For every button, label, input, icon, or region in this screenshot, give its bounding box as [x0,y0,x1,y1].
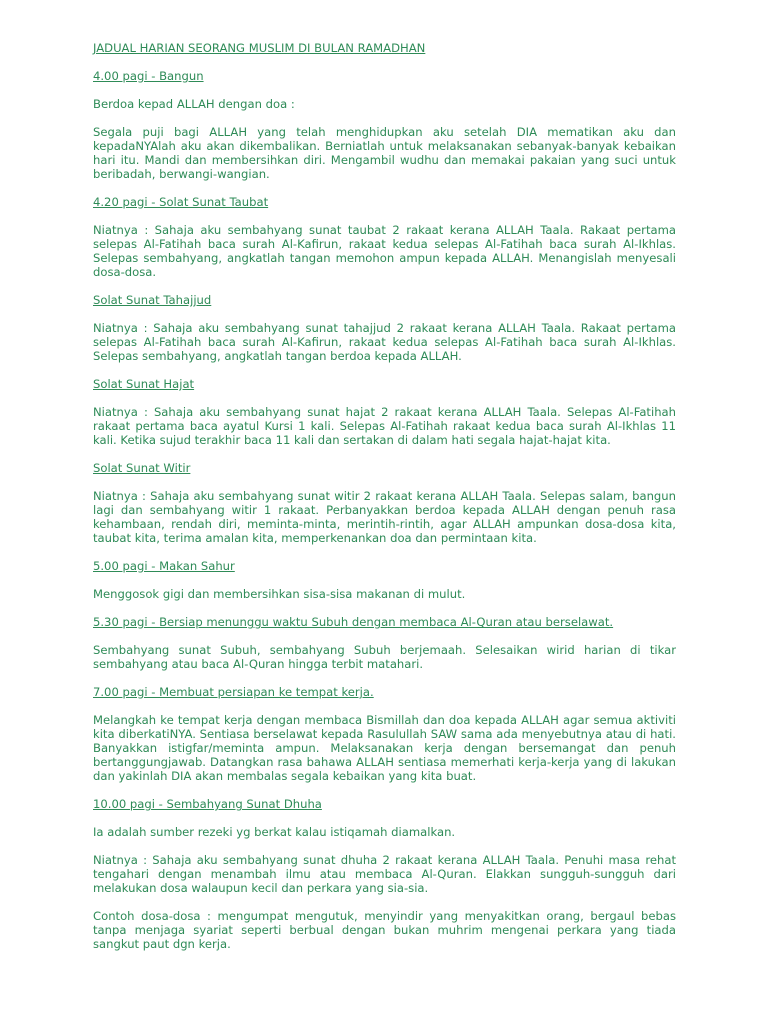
schedule-section [93,685,676,783]
section-heading: 4.20 pagi - Solat Sunat Taubat [93,195,269,209]
section-paragraph: Niatnya : Sahaja aku sembahyang sunat taubat 2 rakaat kerana ALLAH Taala. Rakaat pertama selepas Al-Fatihah baca surah Al-Kafirun, rakaat kedua selepas Al-Fatihah baca surah Al-Ikhlas. Selepas sembahyang, angkatlah tangan memohon ampun kepada ALLAH. Menangislah menyesali dosa-dosa. [93,223,676,279]
section-heading: Solat Sunat Hajat [93,377,195,391]
schedule-section [93,559,676,601]
schedule-section [93,377,676,447]
schedule-section [93,293,676,363]
section-heading: 10.00 pagi - Sembahyang Sunat Dhuha [93,797,322,811]
section-paragraph: Ia adalah sumber rezeki yg berkat kalau istiqamah diamalkan. [93,825,456,839]
section-paragraph: Berdoa kepad ALLAH dengan doa : [93,97,295,111]
schedule-section [93,461,676,545]
section-paragraph: Segala puji bagi ALLAH yang telah menghidupkan aku setelah DIA mematikan aku dan kepadaNYAlah aku akan dikembalikan. Berniatlah untuk melaksanakan sebanyak-banyak kebaikan hari itu. Mandi dan membersihkan diri. Mengambil wudhu dan memakai pakaian yang suci untuk beribadah, berwangi-wangian. [93,125,676,181]
section-paragraph: Niatnya : Sahaja aku sembahyang sunat hajat 2 rakaat kerana ALLAH Taala. Selepas Al-Fatihah rakaat pertama baca ayatul Kursi 1 kali. Selepas Al-Fatihah rakaat kedua baca surah Al-Ikhlas 11 kali. Ketika sujud terakhir baca 11 kali dan sertakan di dalam hati segala hajat-hajat kita. [93,405,676,447]
section-paragraph: Niatnya : Sahaja aku sembahyang sunat tahajjud 2 rakaat kerana ALLAH Taala. Rakaat pertama selepas Al-Fatihah baca surah Al-Kafirun, rakaat kedua selepas Al-Fatihah baca surah Al-Ikhlas. Selepas sembahyang, angkatlah tangan berdoa kepada ALLAH. [93,321,676,363]
section-paragraph: Niatnya : Sahaja aku sembahyang sunat witir 2 rakaat kerana ALLAH Taala. Selepas salam, bangun lagi dan sembahyang witir 1 rakaat. Perbanyakkan berdoa kepada ALLAH dengan penuh rasa kehambaan, rendah diri, meminta-minta, merintih-rintih, agar ALLAH ampunkan dosa-dosa kita, taubat kita, terima amalan kita, memperkenankan doa dan permintaan kita. [93,489,676,545]
document-body [93,69,676,951]
section-heading: 5.30 pagi - Bersiap menunggu waktu Subuh dengan membaca Al-Quran atau berselawat. [93,615,614,629]
section-paragraph: Menggosok gigi dan membersihkan sisa-sisa makanan di mulut. [93,587,466,601]
section-paragraph: Melangkah ke tempat kerja dengan membaca Bismillah dan doa kepada ALLAH agar semua aktiviti kita diberkatiNYA. Sentiasa berselawat kepada Rasulullah SAW sama ada menyebutnya atau di hati. Banyakkan istigfar/meminta ampun. Melaksanakan kerja dengan bersemangat dan penuh bertanggungjawab. Datangkan rasa bahawa ALLAH sentiasa memerhati kerja-kerja yang di lakukan dan yakinlah DIA akan membalas segala kebaikan yang kita buat. [93,713,676,783]
section-heading: 7.00 pagi - Membuat persiapan ke tempat kerja. [93,685,374,699]
document-title: JADUAL HARIAN SEORANG MUSLIM DI BULAN RAMADHAN [93,41,426,55]
section-paragraph: Sembahyang sunat Subuh, sembahyang Subuh berjemaah. Selesaikan wirid harian di tikar sembahyang atau baca Al-Quran hingga terbit matahari. [93,643,676,671]
schedule-section [93,797,676,951]
section-paragraph: Contoh dosa-dosa : mengumpat mengutuk, menyindir yang menyakitkan orang, bergaul bebas tanpa menjaga syariat seperti berbual dengan bukan muhrim mengenai perkara yang tiada sangkut paut dgn kerja. [93,909,676,951]
schedule-section [93,615,676,671]
section-heading: Solat Sunat Witir [93,461,191,475]
schedule-section [93,69,676,181]
section-heading: 4.00 pagi - Bangun [93,69,204,83]
section-heading: 5.00 pagi - Makan Sahur [93,559,235,573]
document-page [93,41,676,951]
section-paragraph: Niatnya : Sahaja aku sembahyang sunat dhuha 2 rakaat kerana ALLAH Taala. Penuhi masa rehat tengahari dengan menambah ilmu atau membaca Al-Quran. Elakkan sungguh-sungguh dari melakukan dosa walaupun kecil dan perkara yang sia-sia. [93,853,676,895]
schedule-section [93,195,676,279]
section-heading: Solat Sunat Tahajjud [93,293,212,307]
